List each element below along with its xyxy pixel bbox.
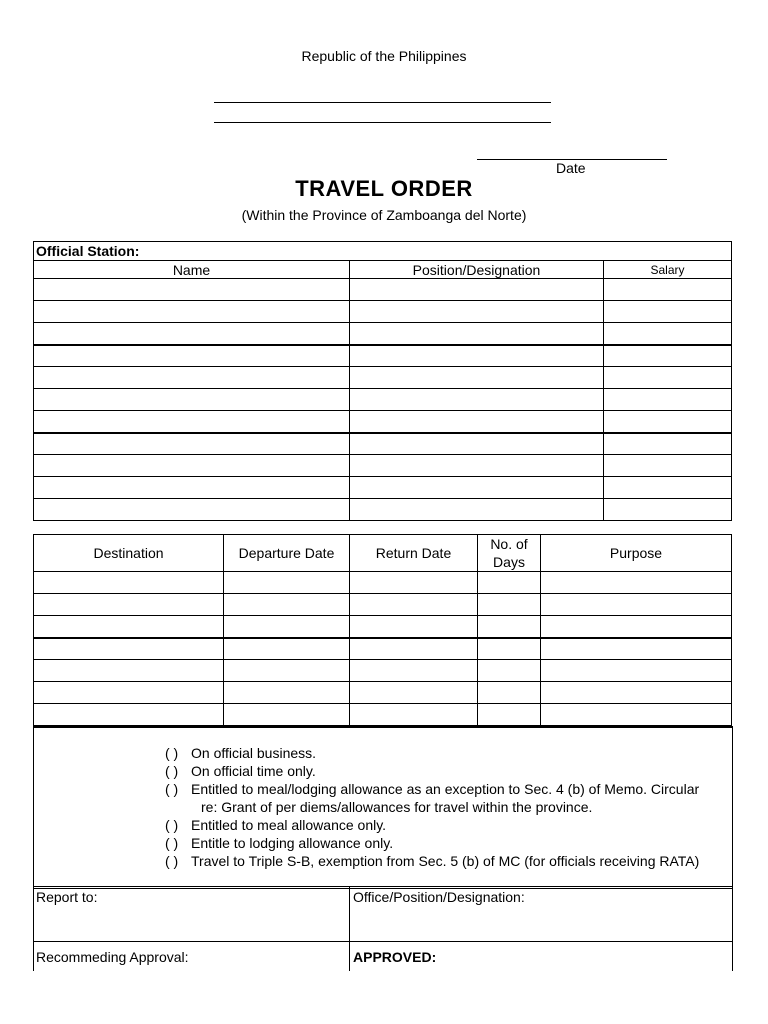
- name-cell[interactable]: [34, 411, 350, 433]
- official-station-label: Official Station:: [34, 242, 732, 261]
- return-cell[interactable]: [350, 682, 478, 704]
- column-header-no-of-days: No. of Days: [478, 535, 541, 572]
- salary-cell[interactable]: [604, 367, 732, 389]
- name-cell[interactable]: [34, 477, 350, 499]
- position-cell[interactable]: [350, 499, 604, 521]
- recommending-approval-label: Recommeding Approval:: [36, 949, 189, 965]
- option-official-time[interactable]: [165, 763, 316, 779]
- option-text: re: Grant of per diems/allowances for travel within the province.: [201, 799, 593, 815]
- purpose-cell[interactable]: [541, 594, 732, 616]
- personnel-table: [33, 241, 732, 521]
- table-row: [34, 367, 732, 389]
- table-row: [34, 638, 732, 660]
- table-row: [34, 323, 732, 345]
- table-row: [34, 345, 732, 367]
- purpose-cell[interactable]: [541, 616, 732, 638]
- salary-cell[interactable]: [604, 411, 732, 433]
- column-header-position: Position/Designation: [350, 261, 604, 279]
- salary-cell[interactable]: [604, 433, 732, 455]
- checkbox-paren: ( ): [165, 853, 179, 869]
- destination-cell[interactable]: [34, 572, 224, 594]
- position-cell[interactable]: [350, 367, 604, 389]
- column-header-purpose: Purpose: [541, 535, 732, 572]
- table-row: [34, 433, 732, 455]
- salary-cell[interactable]: [604, 477, 732, 499]
- departure-cell[interactable]: [224, 682, 350, 704]
- departure-cell[interactable]: [224, 572, 350, 594]
- table-row: [34, 660, 732, 682]
- table-row: [34, 389, 732, 411]
- departure-cell[interactable]: [224, 704, 350, 726]
- position-cell[interactable]: [350, 345, 604, 367]
- column-header-name: Name: [34, 261, 350, 279]
- salary-cell[interactable]: [604, 279, 732, 301]
- name-cell[interactable]: [34, 279, 350, 301]
- departure-cell[interactable]: [224, 594, 350, 616]
- report-to-label: Report to:: [36, 889, 98, 905]
- departure-cell[interactable]: [224, 638, 350, 660]
- purpose-cell[interactable]: [541, 638, 732, 660]
- return-cell[interactable]: [350, 638, 478, 660]
- position-cell[interactable]: [350, 433, 604, 455]
- signature-section: [33, 886, 733, 971]
- option-text: Entitled to meal/lodging allowance as an exception to Sec. 4 (b) of Memo. Circular: [191, 781, 700, 797]
- column-header-salary: Salary: [604, 261, 732, 279]
- name-cell[interactable]: [34, 323, 350, 345]
- purpose-cell[interactable]: [541, 572, 732, 594]
- table-row: [34, 594, 732, 616]
- allowance-options-box: [33, 726, 733, 889]
- return-cell[interactable]: [350, 616, 478, 638]
- salary-cell[interactable]: [604, 301, 732, 323]
- departure-cell[interactable]: [224, 616, 350, 638]
- republic-heading: Republic of the Philippines: [301, 48, 467, 64]
- checkbox-paren: ( ): [165, 781, 179, 797]
- agency-line-1: [214, 102, 551, 103]
- name-cell[interactable]: [34, 499, 350, 521]
- position-cell[interactable]: [350, 279, 604, 301]
- purpose-cell[interactable]: [541, 660, 732, 682]
- office-position-label: Office/Position/Designation:: [353, 889, 525, 905]
- table-row: [34, 455, 732, 477]
- table-row: [34, 572, 732, 594]
- checkbox-paren: ( ): [165, 835, 179, 851]
- approved-label: APPROVED:: [353, 949, 437, 965]
- option-text: Entitled to meal allowance only.: [191, 817, 387, 833]
- return-cell[interactable]: [350, 572, 478, 594]
- column-header-destination: Destination: [34, 535, 224, 572]
- position-cell[interactable]: [350, 411, 604, 433]
- destination-cell[interactable]: [34, 682, 224, 704]
- table-row: [34, 682, 732, 704]
- checkbox-paren: ( ): [165, 745, 179, 761]
- destination-cell[interactable]: [34, 594, 224, 616]
- position-cell[interactable]: [350, 455, 604, 477]
- date-label: Date: [556, 160, 586, 176]
- option-lodging-only[interactable]: [165, 835, 393, 851]
- signature-row-divider: [34, 941, 732, 942]
- position-cell[interactable]: [350, 389, 604, 411]
- days-cell[interactable]: [478, 682, 541, 704]
- page-subtitle: (Within the Province of Zamboanga del Norte): [241, 207, 527, 223]
- agency-line-2: [214, 122, 551, 123]
- days-cell[interactable]: [478, 616, 541, 638]
- page-title: TRAVEL ORDER: [295, 176, 473, 201]
- days-cell[interactable]: [478, 572, 541, 594]
- days-cell[interactable]: [478, 594, 541, 616]
- days-cell[interactable]: [478, 660, 541, 682]
- option-meal-only[interactable]: [165, 817, 386, 833]
- return-cell[interactable]: [350, 594, 478, 616]
- salary-cell[interactable]: [604, 389, 732, 411]
- option-triple-sb[interactable]: [165, 853, 699, 869]
- name-cell[interactable]: [34, 301, 350, 323]
- option-official-business[interactable]: [165, 745, 316, 761]
- name-cell[interactable]: [34, 367, 350, 389]
- column-header-departure-date: Departure Date: [224, 535, 350, 572]
- destination-cell[interactable]: [34, 616, 224, 638]
- table-row: [34, 477, 732, 499]
- table-row: [34, 411, 732, 433]
- departure-cell[interactable]: [224, 660, 350, 682]
- days-cell[interactable]: [478, 704, 541, 726]
- return-cell[interactable]: [350, 660, 478, 682]
- position-cell[interactable]: [350, 477, 604, 499]
- table-row: [34, 279, 732, 301]
- table-row: [34, 301, 732, 323]
- days-cell[interactable]: [478, 638, 541, 660]
- position-cell[interactable]: [350, 301, 604, 323]
- option-meal-lodging[interactable]: [165, 781, 699, 797]
- table-row: [34, 616, 732, 638]
- position-cell[interactable]: [350, 323, 604, 345]
- destination-cell[interactable]: [34, 638, 224, 660]
- option-text: On official time only.: [191, 763, 316, 779]
- destination-cell[interactable]: [34, 704, 224, 726]
- salary-cell[interactable]: [604, 345, 732, 367]
- option-continuation: [201, 799, 592, 815]
- travel-table: [33, 534, 732, 726]
- name-cell[interactable]: [34, 389, 350, 411]
- option-text: Entitle to lodging allowance only.: [191, 835, 394, 851]
- purpose-cell[interactable]: [541, 682, 732, 704]
- table-row: [34, 499, 732, 521]
- checkbox-paren: ( ): [165, 817, 179, 833]
- destination-cell[interactable]: [34, 660, 224, 682]
- salary-cell[interactable]: [604, 323, 732, 345]
- purpose-cell[interactable]: [541, 704, 732, 726]
- salary-cell[interactable]: [604, 499, 732, 521]
- column-header-return-date: Return Date: [350, 535, 478, 572]
- return-cell[interactable]: [350, 704, 478, 726]
- option-text: Travel to Triple S-B, exemption from Sec. 5 (b) of MC (for officials receiving RATA): [191, 853, 700, 869]
- name-cell[interactable]: [34, 455, 350, 477]
- checkbox-paren: ( ): [165, 763, 179, 779]
- signature-divider: [349, 887, 350, 971]
- salary-cell[interactable]: [604, 455, 732, 477]
- name-cell[interactable]: [34, 345, 350, 367]
- name-cell[interactable]: [34, 433, 350, 455]
- table-row: [34, 704, 732, 726]
- option-text: On official business.: [191, 745, 317, 761]
